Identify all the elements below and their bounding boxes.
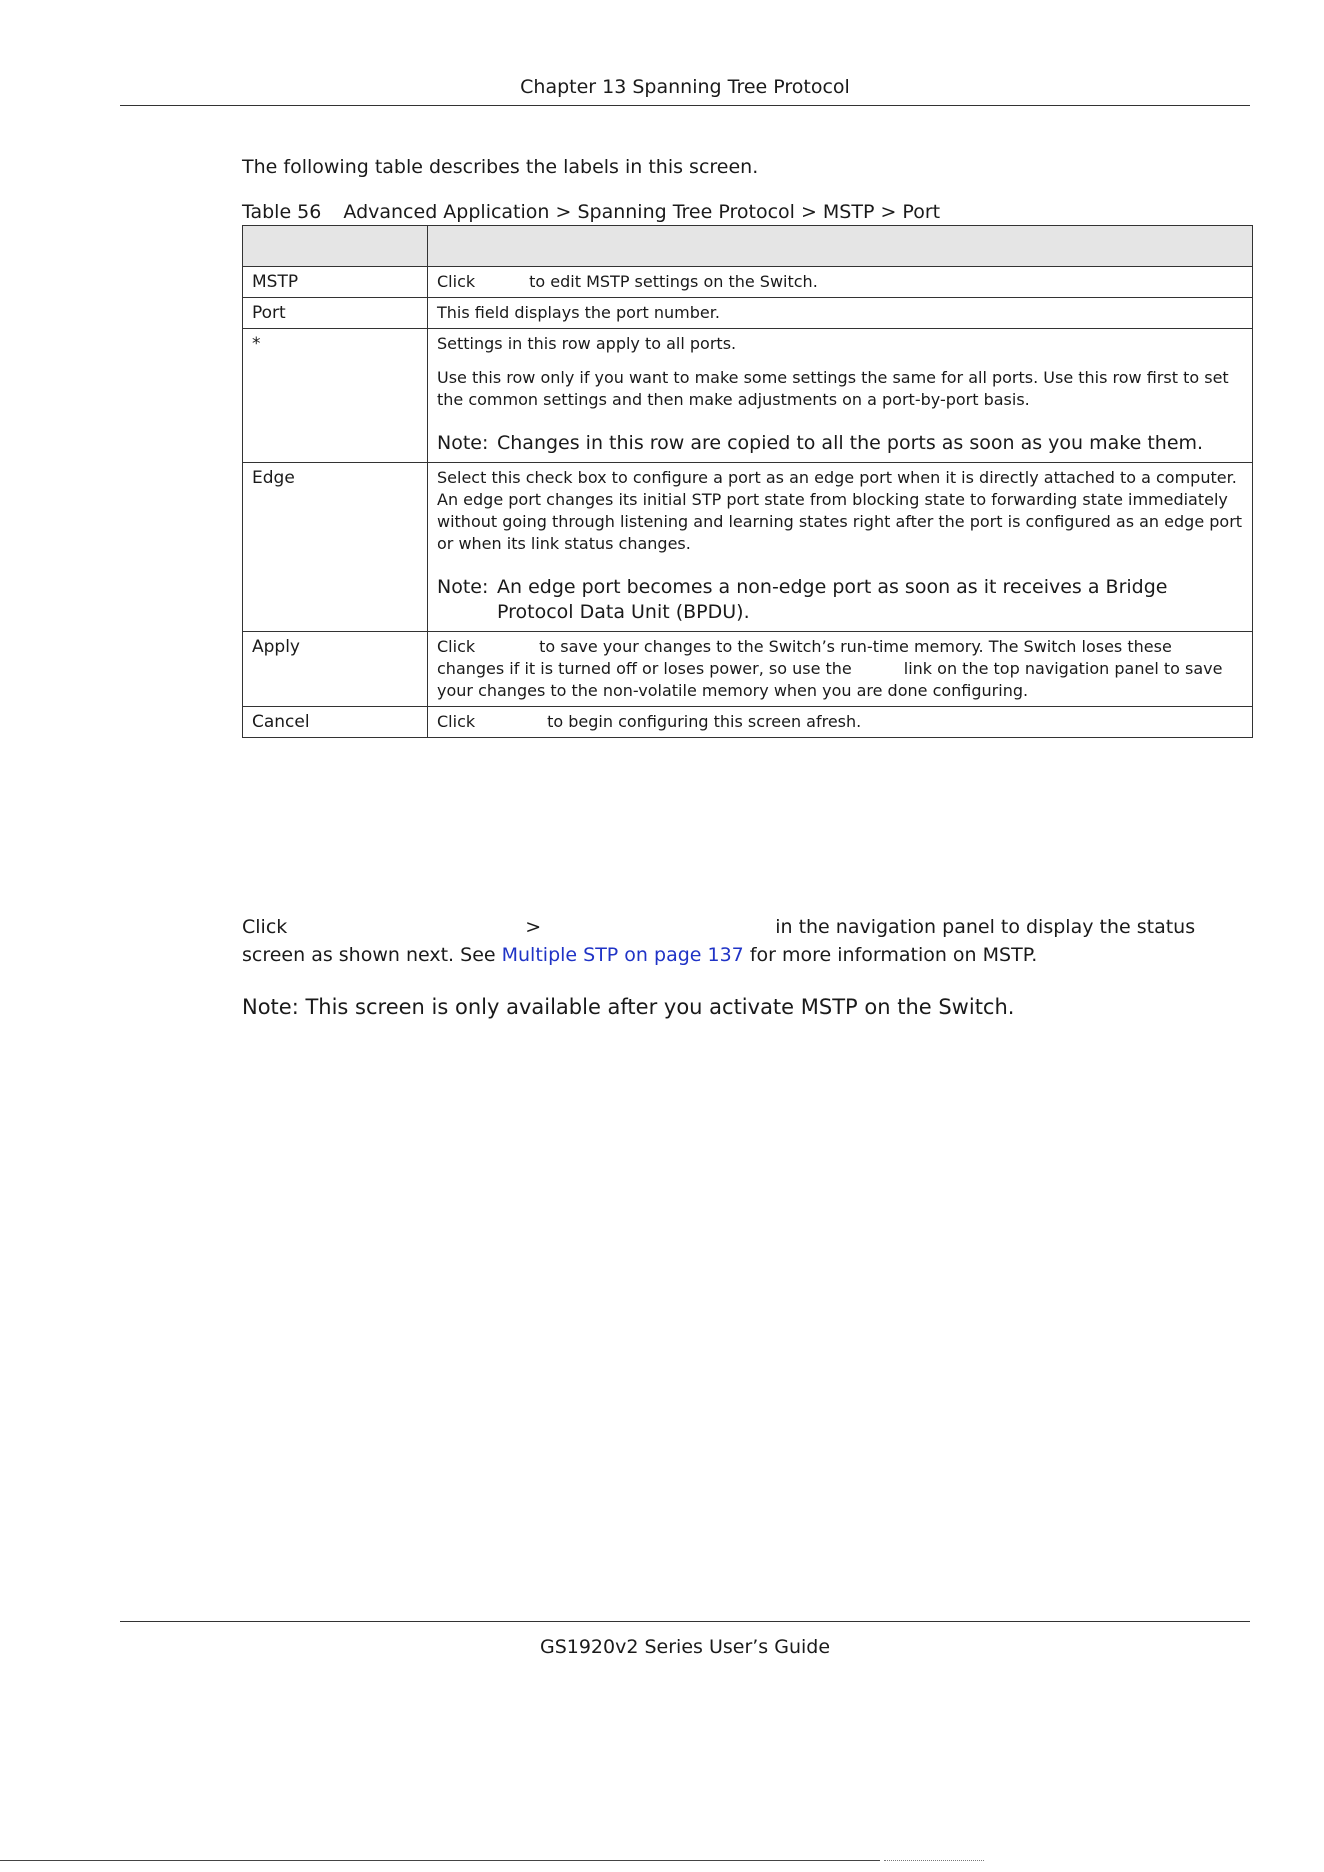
table-caption — [242, 201, 940, 223]
row-desc-edge — [428, 463, 1253, 632]
row-label-cancel: Cancel — [243, 707, 428, 738]
table-row — [243, 707, 1253, 738]
note-text: Changes in this row are copied to all the ports as soon as you make them. — [497, 432, 1204, 454]
body-paragraph — [242, 913, 1252, 969]
note-label: Note: — [437, 576, 489, 598]
desc-text: to edit MSTP settings on the Switch. — [529, 272, 818, 291]
note-text-continued: Protocol Data Unit (BPDU). — [497, 601, 750, 623]
table-row — [243, 298, 1253, 329]
table-caption-label: Table 56 — [242, 201, 322, 223]
row-desc-port: This field displays the port number. — [428, 298, 1253, 329]
table-caption-text: Advanced Application > Spanning Tree Protocol > MSTP > Port — [343, 201, 941, 223]
desc-text: Click — [437, 712, 476, 731]
footer-guide-title: GS1920v2 Series User’s Guide — [539, 1636, 831, 1658]
desc-text: Click — [437, 272, 476, 291]
table-row — [243, 632, 1253, 707]
desc-text: Click — [437, 637, 476, 656]
chapter-header: Chapter 13 Spanning Tree Protocol — [520, 76, 850, 98]
table-row — [243, 463, 1253, 632]
table-row — [243, 267, 1253, 298]
table-header-row — [243, 226, 1253, 267]
footer-rule — [120, 1621, 1250, 1622]
page-bottom-mark — [884, 1854, 984, 1861]
para-text: for more information on MSTP. — [749, 944, 1038, 966]
desc-text: to save your changes to the Switch’s run-time memory. The Switch loses these changes if it is turned off or loses power, so use the — [437, 637, 1172, 678]
header-description-cell — [428, 226, 1253, 267]
row-desc-cancel — [428, 707, 1253, 738]
table-note — [437, 575, 1244, 627]
note-label: Note: — [437, 432, 489, 454]
row-label-all-ports: * — [243, 329, 428, 463]
desc-paragraph: Select this check box to configure a port as an edge port when it is directly attached to a computer. An edge port changes its initial STP port state from blocking state to forwarding state immediately without going through listening and learning states right after the port is configured as an edge port or when its link status changes. — [437, 468, 1243, 553]
cross-reference-link[interactable]: Multiple STP on page 137 — [501, 944, 744, 966]
desc-text: link on the top navigation panel to save your changes to the non-volatile memory when you are done configuring. — [437, 659, 1223, 700]
page-bottom-line — [0, 1860, 880, 1861]
desc-text: to begin configuring this screen afresh. — [547, 712, 862, 731]
row-label-port: Port — [243, 298, 428, 329]
intro-text: The following table describes the labels in this screen. — [242, 156, 759, 178]
page-note: Note: This screen is only available after you activate MSTP on the Switch. — [242, 995, 1015, 1019]
header-label-cell — [243, 226, 428, 267]
note-text: An edge port becomes a non-edge port as soon as it receives a Bridge — [497, 576, 1168, 598]
row-desc-all-ports — [428, 329, 1253, 463]
para-text: Click — [242, 916, 288, 938]
row-label-mstp: MSTP — [243, 267, 428, 298]
description-table — [242, 225, 1253, 738]
row-label-edge: Edge — [243, 463, 428, 632]
row-desc-apply — [428, 632, 1253, 707]
para-text: in the navigation panel to display the status screen as shown next. See — [242, 916, 1196, 966]
desc-paragraph: Use this row only if you want to make some settings the same for all ports. Use this row first to set the common settings and then make adjustments on a port-by-port basis. — [437, 368, 1229, 409]
table-row — [243, 329, 1253, 463]
para-separator: > — [525, 916, 542, 938]
desc-paragraph: Settings in this row apply to all ports. — [437, 334, 737, 353]
table-note — [437, 431, 1244, 458]
row-label-apply: Apply — [243, 632, 428, 707]
header-rule — [120, 105, 1250, 106]
row-desc-mstp — [428, 267, 1253, 298]
